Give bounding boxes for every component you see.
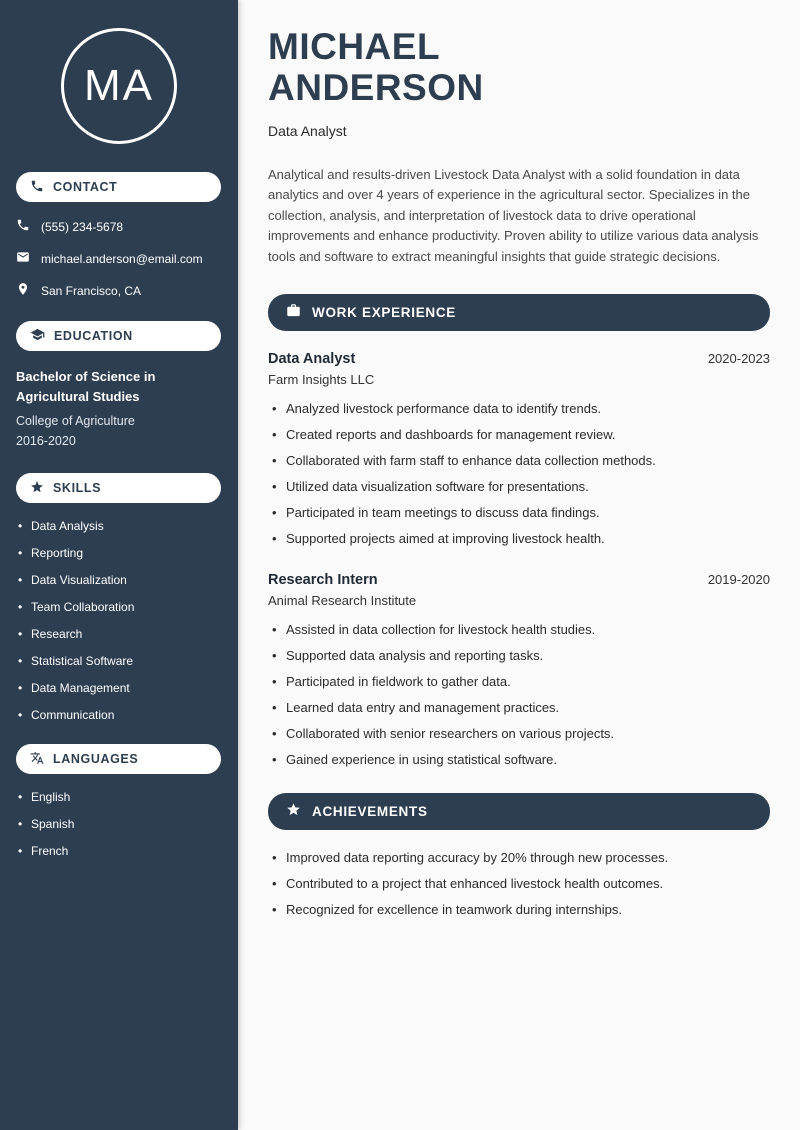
job-bullet: • Collaborated with senior researchers on various projects.	[272, 726, 770, 741]
job-bullet: • Collaborated with farm staff to enhance data collection methods.	[272, 453, 770, 468]
contact-email-value: michael.anderson@email.com	[41, 251, 203, 266]
job-bullet: • Participated in team meetings to discuss data findings.	[272, 505, 770, 520]
achievements-header-label: ACHIEVEMENTS	[312, 803, 428, 819]
contact-item-phone	[16, 218, 222, 235]
contact-item-location	[16, 282, 222, 299]
skill-item: • Data Analysis	[18, 519, 222, 533]
job-bullet: • Participated in fieldwork to gather data.	[272, 674, 770, 689]
skill-item: • Communication	[18, 708, 222, 722]
star-icon	[286, 802, 301, 820]
language-item: • Spanish	[18, 817, 222, 831]
professional-summary: Analytical and results-driven Livestock Data Analyst with a solid foundation in data analytics and over 4 years of experience in the agricultural sector. Specializes in the collection, analysis, and interpretation of livestock data to drive operational improvements and enhance productivity. Proven ability to utilize various data analysis tools and software to extract meaningful insights that guide strategic decisions.	[268, 166, 759, 264]
languages-header-label: LANGUAGES	[53, 752, 139, 767]
last-name: ANDERSON	[268, 67, 484, 109]
contact-phone-value: (555) 234-5678	[41, 219, 124, 234]
job-bullet: • Supported projects aimed at improving livestock health.	[272, 531, 770, 546]
job-company: Farm Insights LLC	[268, 371, 375, 387]
contact-location-value: San Francisco, CA	[41, 283, 142, 298]
graduation-cap-icon	[30, 327, 45, 345]
job-head	[268, 351, 770, 367]
achievement-bullet: • Improved data reporting accuracy by 20% through new processes.	[272, 850, 770, 865]
skills-section-header	[16, 473, 221, 503]
email-icon	[16, 250, 30, 267]
job-bullet: • Supported data analysis and reporting tasks.	[272, 648, 770, 663]
main-content	[238, 0, 800, 1130]
skill-item: • Statistical Software	[18, 654, 222, 668]
education-school: College of Agriculture	[16, 414, 135, 429]
job-dates: 2020-2023	[707, 350, 770, 366]
job-entry	[268, 351, 770, 546]
translate-icon	[30, 751, 44, 768]
skills-list	[0, 519, 238, 722]
first-name: MICHAEL	[268, 26, 441, 67]
language-item: • French	[18, 844, 222, 858]
job-entry	[268, 572, 770, 767]
avatar-initials: MA	[84, 61, 154, 110]
education-degree: Bachelor of Science in Agricultural Studies	[16, 369, 156, 405]
skills-header-label: SKILLS	[53, 481, 102, 496]
education-block	[0, 367, 238, 451]
contact-list	[0, 218, 238, 299]
skill-item: • Team Collaboration	[18, 600, 222, 614]
job-bullet: • Learned data entry and management practices.	[272, 700, 770, 715]
avatar	[61, 28, 177, 144]
phone-icon	[16, 218, 30, 235]
education-section-header	[16, 321, 221, 351]
job-bullet: • Created reports and dashboards for management review.	[272, 427, 770, 442]
location-icon	[16, 282, 30, 299]
star-icon	[30, 480, 44, 497]
languages-section-header	[16, 744, 221, 774]
sidebar	[0, 0, 238, 1130]
work-experience-banner	[268, 294, 770, 331]
contact-header-label: CONTACT	[53, 180, 118, 194]
job-bullet: • Analyzed livestock performance data to identify trends.	[272, 401, 770, 416]
job-dates: 2019-2020	[707, 571, 770, 587]
job-bullet-list	[268, 622, 770, 767]
education-header-label: EDUCATION	[54, 329, 133, 343]
job-company: Animal Research Institute	[268, 592, 417, 608]
job-bullet: • Assisted in data collection for livestock health studies.	[272, 622, 770, 637]
job-bullet: • Utilized data visualization software for presentations.	[272, 479, 770, 494]
briefcase-icon	[286, 303, 301, 321]
job-title: Research Intern	[268, 571, 378, 588]
education-years: 2016-2020	[16, 434, 76, 449]
job-head	[268, 572, 770, 588]
achievement-bullet: • Contributed to a project that enhanced livestock health outcomes.	[272, 876, 770, 891]
language-item: • English	[18, 790, 222, 804]
skill-item: • Data Visualization	[18, 573, 222, 587]
skill-item: • Research	[18, 627, 222, 641]
contact-item-email	[16, 250, 222, 267]
job-bullet-list	[268, 401, 770, 546]
languages-list	[0, 790, 238, 858]
contact-section-header	[16, 172, 221, 202]
skill-item: • Data Management	[18, 681, 222, 695]
skill-item: • Reporting	[18, 546, 222, 560]
phone-icon	[30, 179, 44, 196]
achievements-banner	[268, 793, 770, 830]
job-title: Data Analyst	[268, 350, 356, 367]
achievements-list	[268, 850, 770, 917]
work-experience-header-label: WORK EXPERIENCE	[312, 304, 457, 320]
headline-job-title: Data Analyst	[268, 122, 347, 139]
achievement-bullet: • Recognized for excellence in teamwork during internships.	[272, 902, 770, 917]
job-bullet: • Gained experience in using statistical software.	[272, 752, 770, 767]
